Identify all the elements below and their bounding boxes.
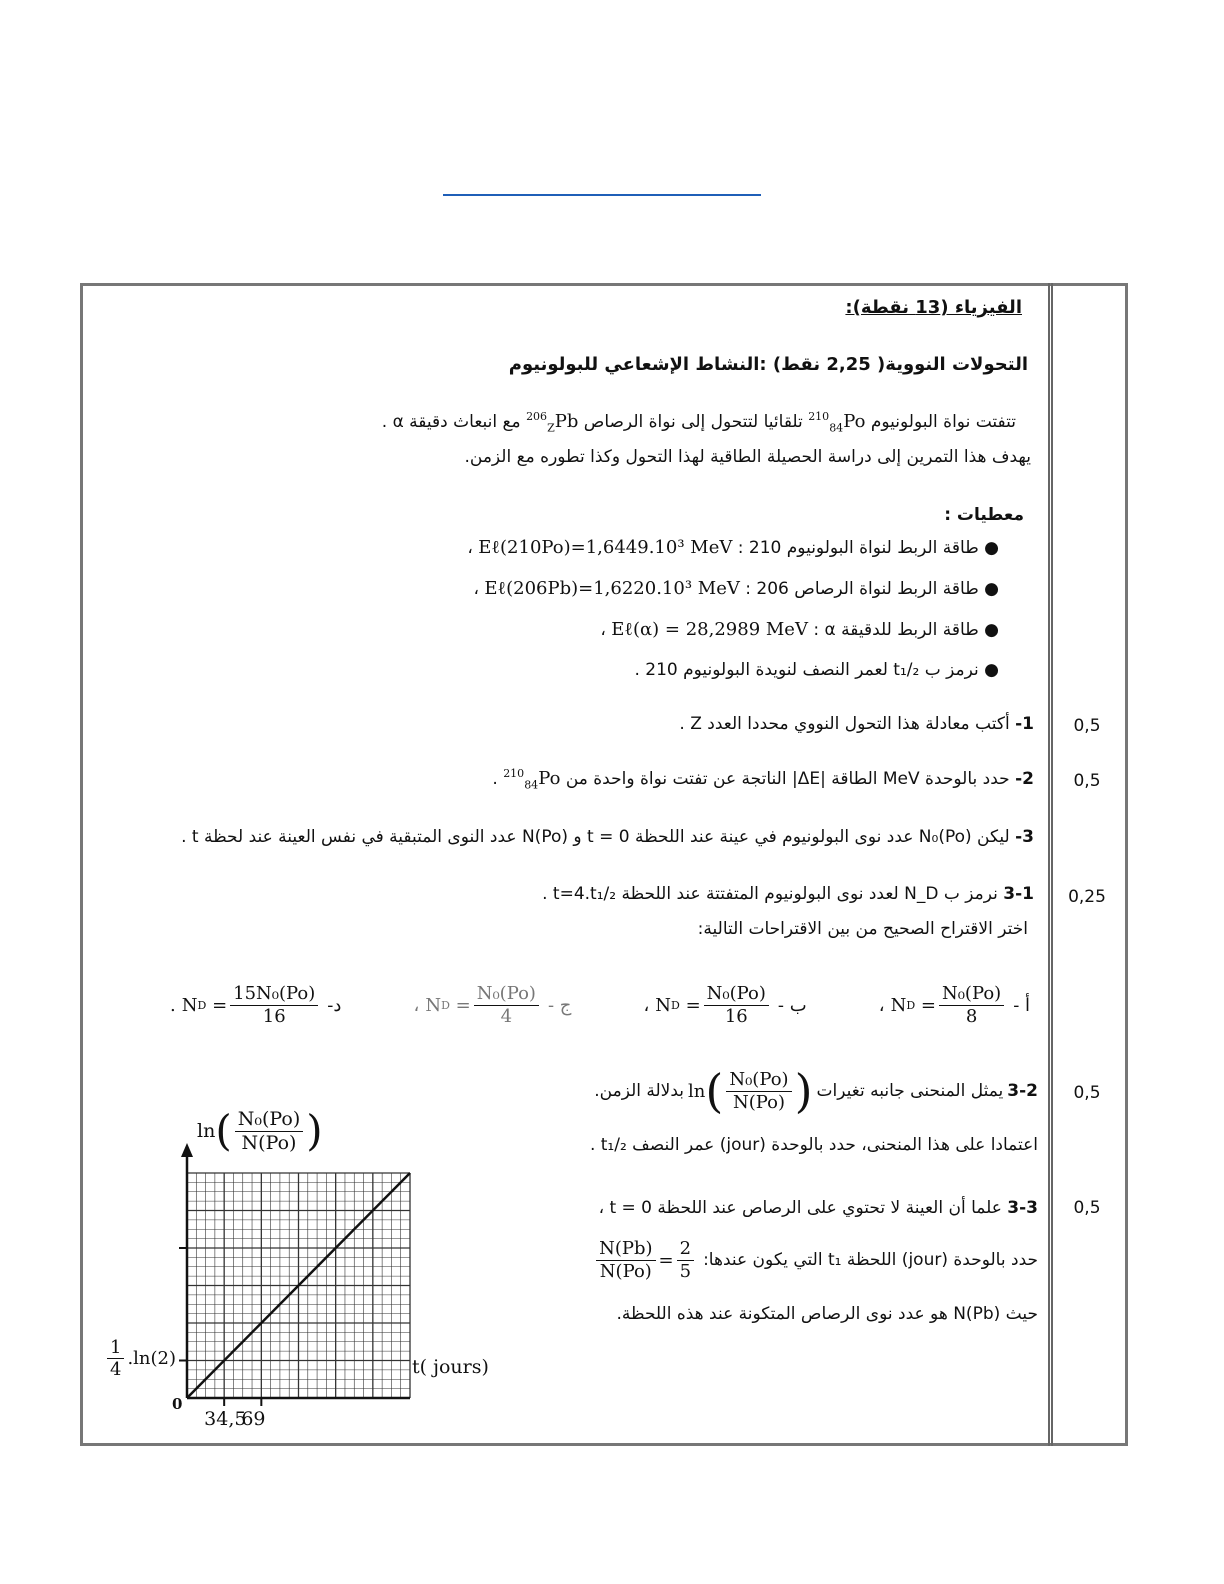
data-item-1: ● طاقة الربط لنواة البولونيوم 210 : Eℓ(210Po)=1,6449.10³ MeV ،	[467, 537, 999, 558]
chart-x-tick-label-1: 34,5	[204, 1408, 247, 1430]
data-item-3: ● طاقة الربط للدقيقة α : Eℓ(α) = 28,2989 MeV ،	[600, 619, 999, 640]
mark-q31: 0,25	[1068, 887, 1106, 907]
marks-column-divider	[1048, 283, 1053, 1446]
question-3-2-line-2: اعتمادا على هذا المنحنى، حدد بالوحدة (jour) عمر النصف t₁/₂ .	[589, 1135, 1038, 1155]
chart-x-tick-label-2: 69	[241, 1408, 266, 1430]
po-nucleus-q2: $^{210}_{84}$Po	[503, 767, 561, 792]
choice-d[interactable]: د- N D = $\frac{\text{15N₀(Po)}}{16}$ .	[170, 982, 342, 1027]
question-3-1-instruction: اختر الاقتراح الصحيح من بين الاقتراحات التالية:	[697, 919, 1028, 939]
intro-text-c: مع انبعاث دقيقة α .	[381, 412, 521, 432]
data-title: معطيات :	[944, 505, 1024, 525]
exercise-title: التحولات النووية( 2,25 نقط) :النشاط الإشعاعي للبولونيوم	[508, 354, 1028, 375]
mark-q33: 0,5	[1073, 1198, 1101, 1218]
question-3-3-line-3: حيث N(Pb) هو عدد نوى الرصاص المتكونة عند هذه اللحظة.	[616, 1304, 1038, 1324]
binding-energy-pb: Eℓ(206Pb)=1,6220.10³ MeV	[484, 578, 740, 599]
y-axis-arrow	[181, 1143, 193, 1157]
chart-origin-label: 0	[172, 1395, 183, 1413]
subject-title: الفيزياء (13 نقطة):	[845, 297, 1022, 318]
intro-text-a: تتفتت نواة البولونيوم	[870, 412, 1016, 432]
intro-text-b: تلقائيا لتتحول إلى نواة الرصاص	[583, 412, 803, 432]
top-link-underline[interactable]	[443, 194, 761, 196]
mark-q2: 0,5	[1073, 771, 1101, 791]
pb-po-ratio: $\frac{N(Pb)}{N(Po)}$ = $\frac{2}{5}$	[593, 1238, 697, 1282]
binding-energy-alpha: Eℓ(α) = 28,2989 MeV	[611, 619, 808, 640]
choice-c[interactable]: ج - N D = $\frac{\text{N₀(Po)}}{4}$ ،	[413, 982, 572, 1027]
chart-y-tick-label: $\frac{1}{4}$ .ln(2)	[104, 1337, 176, 1381]
data-item-2: ● طاقة الربط لنواة الرصاص 206 : Eℓ(206Pb)=1,6220.10³ MeV ،	[473, 578, 999, 599]
intro-line-2: يهدف هذا التمرين إلى دراسة الحصيلة الطاقية لهذا التحول وكذا تطوره مع الزمن.	[464, 447, 1031, 467]
question-1: 1- أكتب معادلة هذا التحول النووي محددا العدد Z .	[679, 714, 1034, 734]
pb-nucleus: $^{206}_Z$Pb	[526, 410, 579, 435]
question-3: 3- ليكن N₀(Po) عدد نوى البولونيوم في عينة عند اللحظة t = 0 و N(Po) عدد النوى المتبقية في نفس العينة عند لحظة t .	[181, 827, 1034, 847]
question-3-3: 3-3 علما أن العينة لا تحتوي على الرصاص عند اللحظة t = 0 ،	[598, 1198, 1038, 1218]
question-3-3-line-2: حدد بالوحدة (jour) اللحظة t₁ التي يكون عندها: $\frac{N(Pb)}{N(Po)}$ = $\frac{2}{5}$	[593, 1238, 1038, 1282]
question-3-2: 3-2 يمثل المنحنى جانبه تغيرات ln ( $\frac{\text{N₀(Po)}}{N(Po)}$ ) بدلالة الزمن.	[594, 1064, 1038, 1118]
question-3-1: 3-1 نرمز ب N_D لعدد نوى البولونيوم المتفتتة عند اللحظة t=4.t₁/₂ .	[542, 884, 1034, 904]
binding-energy-po: Eℓ(210Po)=1,6449.10³ MeV	[478, 537, 733, 558]
ln-ratio-expression: ln ( $\frac{\text{N₀(Po)}}{N(Po)}$ )	[688, 1064, 813, 1118]
choice-b[interactable]: ب - N D = $\frac{\text{N₀(Po)}}{16}$ ،	[643, 982, 807, 1027]
choice-a[interactable]: أ - N D = $\frac{\text{N₀(Po)}}{8}$ ،	[878, 982, 1030, 1027]
choices-row	[170, 975, 1030, 1035]
ln-decay-chart	[160, 1140, 430, 1410]
chart-y-axis-label: ln ( $\frac{\text{N₀(Po)}}{N(Po)}$ )	[197, 1106, 323, 1156]
chart-x-axis-label: t( jours)	[412, 1356, 489, 1378]
question-2: 2- حدد بالوحدة MeV الطاقة |ΔE| الناتجة عن تفتت نواة واحدة من $^{210}_{84}$Po .	[492, 767, 1034, 792]
data-item-4: ● نرمز ب t₁/₂ لعمر النصف لنويدة البولونيوم 210 .	[634, 660, 999, 680]
mark-q32: 0,5	[1073, 1083, 1101, 1103]
chart-ticks	[179, 1248, 261, 1406]
mark-q1: 0,5	[1073, 716, 1101, 736]
po-nucleus: $^{210}_{84}$Po	[808, 410, 866, 435]
intro-line-1	[382, 410, 1016, 435]
